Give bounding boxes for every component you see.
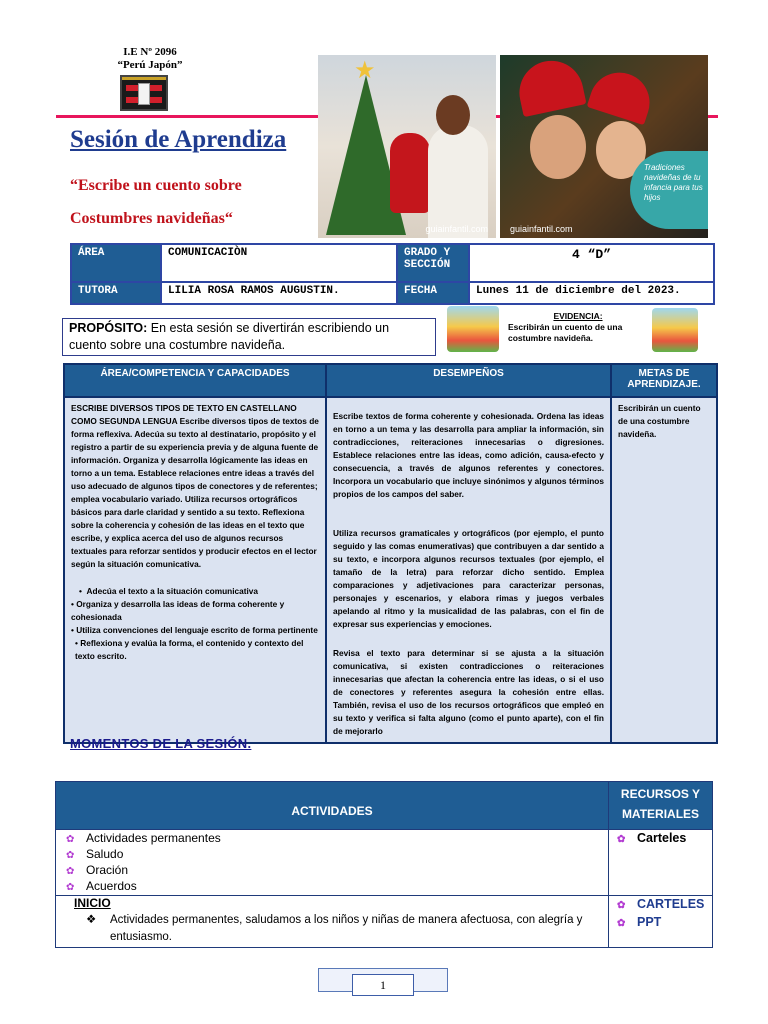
diamond-bullet-icon: ❖ bbox=[86, 914, 97, 926]
recurso-item: ✿ Carteles bbox=[609, 830, 712, 848]
proposito-label: PROPÓSITO: bbox=[69, 321, 148, 335]
lotus-bullet-icon: ✿ bbox=[66, 866, 75, 877]
desempeno-2: Utiliza recursos gramaticales y ortográficos (por ejemplo, el punto seguido y las comas enumerativas) que contribuyen a dar sentido a su texto, e incorpora algunos recursos textuales (por ejemplo, el tamaño de la letra) para reforzar dicho sentido. Emplea comparaciones y adjetivaciones para caracterizar personas, personajes y escenarios, y elabora rimas y juegos verbales apelando al ritmo y la musicalidad de las palabras, con el fin de expresar sus experiencias y emociones. bbox=[333, 528, 604, 629]
momentos-title: MOMENTOS DE LA SESIÓN. bbox=[70, 736, 252, 751]
school-crest-icon bbox=[120, 75, 168, 111]
capacidad-item: • Organiza y desarrolla las ideas de forma coherente y cohesionada bbox=[71, 599, 285, 622]
permanentes-cell bbox=[56, 830, 609, 896]
inicio-label: INICIO bbox=[74, 896, 111, 910]
school-number: I.E Nº 2096 bbox=[123, 46, 177, 58]
woman-figure bbox=[428, 125, 488, 238]
session-subtitle-line1: “Escribe un cuento sobre bbox=[70, 177, 242, 194]
list-item: ✿ Oración bbox=[66, 863, 129, 877]
school-name bbox=[100, 46, 200, 72]
metas-cell bbox=[611, 397, 717, 743]
meta-text: Escribirán un cuento de una costumbre navideña. bbox=[618, 403, 701, 439]
grade-label: GRADO Y SECCIÓN bbox=[397, 244, 469, 282]
proposito-text: En esta sesión se divertirán escribiendo un cuento sobre una costumbre navideña. bbox=[69, 321, 390, 352]
recurso-item: ✿ PPT bbox=[609, 914, 712, 932]
competencias-table bbox=[63, 363, 718, 744]
page-title: Sesión de Aprendiza bbox=[70, 126, 287, 153]
desempenos-header: DESEMPEÑOS bbox=[326, 364, 611, 397]
list-item: ✿ Actividades permanentes bbox=[66, 831, 221, 845]
evidencia-text: Escribirán un cuento de una costumbre navideña. bbox=[508, 322, 623, 343]
permanentes-list bbox=[56, 831, 608, 895]
recursos-header: RECURSOS Y MATERIALES bbox=[609, 782, 713, 830]
inicio-item: ❖ Actividades permanentes, saludamos a los niños y niñas de manera afectuosa, con alegría y entusiasmo. bbox=[86, 914, 583, 943]
session-subtitle-line2: Costumbres navideñas“ bbox=[70, 210, 233, 227]
santa-hat-icon bbox=[587, 65, 658, 125]
evidencia-label: EVIDENCIA: bbox=[553, 311, 603, 321]
lotus-bullet-icon: ✿ bbox=[66, 882, 75, 893]
session-info-table bbox=[70, 243, 715, 305]
proposito-box bbox=[62, 318, 436, 356]
christmas-photo-right bbox=[500, 55, 708, 238]
capacidad-item: • Adecúa el texto a la situación comunicativa bbox=[79, 586, 259, 596]
competencias-header: ÁREA/COMPETENCIA Y CAPACIDADES bbox=[64, 364, 326, 397]
lotus-bullet-icon: ✿ bbox=[66, 850, 75, 861]
inicio-cell bbox=[56, 896, 609, 948]
photo-watermark: guiainfantil.com bbox=[510, 224, 573, 234]
kids-clipart-icon bbox=[652, 308, 698, 352]
capacidad-item: • Reflexiona y evalúa la forma, el contenido y contexto del texto escrito. bbox=[75, 638, 304, 661]
photo-badge: Tradiciones navideñas de tu infancia para tus hijos bbox=[630, 151, 708, 229]
page-footer bbox=[318, 962, 448, 998]
desempeno-1: Escribe textos de forma coherente y cohesionada. Ordena las ideas en torno a un tema y las desarrolla para ampliar la información, sin contradicciones, reiteraciones innecesarias o digresiones. Establece relaciones entre las ideas, como adición, causa-efecto y consecuencia, a través de algunos referentes y conectores. Incorpora un vocabulario que incluye sinónimos y algunos términos propios de los campos del saber. bbox=[333, 411, 604, 499]
page-number: 1 bbox=[352, 974, 414, 996]
evidencia-box bbox=[508, 311, 648, 344]
desempeno-3: Revisa el texto para determinar si se ajusta a la situación comunicativa, si existen contradicciones o reiteraciones innecesarias que afectan la coherencia entre las ideas, o si el uso de conectores y referentes asegura la cohesión entre ellas. También, revisa el uso de los recursos ortográficos que empleó en su texto y verifica si falta alguno (como el punto aparte), con el fin de mejorarlo bbox=[333, 648, 604, 736]
date-value: Lunes 11 de diciembre del 2023. bbox=[469, 282, 714, 304]
area-value: COMUNICACIÒN bbox=[161, 244, 397, 282]
lotus-bullet-icon: ✿ bbox=[617, 834, 626, 845]
recurso-item: ✿ CARTELES bbox=[609, 896, 712, 914]
capacidad-item: • Utiliza convenciones del lenguaje escrito de forma pertinente bbox=[71, 625, 318, 635]
santa-hat-icon bbox=[514, 55, 587, 117]
recursos-cell-1 bbox=[609, 830, 713, 896]
kids-clipart-icon bbox=[447, 306, 499, 352]
grade-value: 4 “D” bbox=[469, 244, 714, 282]
girl-figure bbox=[390, 133, 430, 213]
tutor-label: TUTORA bbox=[71, 282, 161, 304]
metas-header: METAS DE APRENDIZAJE. bbox=[611, 364, 717, 397]
date-label: FECHA bbox=[397, 282, 469, 304]
star-icon: ★ bbox=[354, 57, 376, 84]
list-item: ✿ Saludo bbox=[66, 847, 124, 861]
recursos-cell-2 bbox=[609, 896, 713, 948]
woman-head bbox=[436, 95, 470, 135]
christmas-photo-left bbox=[318, 55, 496, 238]
lotus-bullet-icon: ✿ bbox=[66, 834, 75, 845]
area-label: ÁREA bbox=[71, 244, 161, 282]
competencia-text: ESCRIBE DIVERSOS TIPOS DE TEXTO EN CASTELLANO COMO SEGUNDA LENGUA Escribe diversos tipos de textos de forma reflexiva. Adecúa su texto al destinatario, propósito y el registro a partir de su experiencia previa y de alguna fuente de información. Organiza y desarrolla lógicamente las ideas en torno a un tema. Establece relaciones entre ideas a través del uso adecuado de algunos tipos de conectores y de referentes; emplea vocabulario variado. Utiliza recursos ortográficos básicos para darle claridad y sentido a su texto. Reflexiona sobre la coherencia y cohesión de las ideas en el texto que escribe, y explica acerca del uso de algunos recursos textuales para reforzar sentidos y producir efectos en el lector según la situación comunicativa. bbox=[71, 403, 319, 569]
photo-watermark: guiainfantil.com bbox=[425, 224, 488, 234]
actividades-table bbox=[55, 781, 713, 948]
tutor-value: LILIA ROSA RAMOS AUGUSTIN. bbox=[161, 282, 397, 304]
desempenos-cell bbox=[326, 397, 611, 743]
list-item: ✿ Acuerdos bbox=[66, 879, 137, 893]
mother-face bbox=[530, 115, 586, 179]
lotus-bullet-icon: ✿ bbox=[617, 918, 626, 929]
actividades-header: ACTIVIDADES bbox=[56, 782, 609, 830]
competencias-cell bbox=[64, 397, 326, 743]
lotus-bullet-icon: ✿ bbox=[617, 900, 626, 911]
school-nickname: “Perú Japón” bbox=[117, 59, 183, 71]
